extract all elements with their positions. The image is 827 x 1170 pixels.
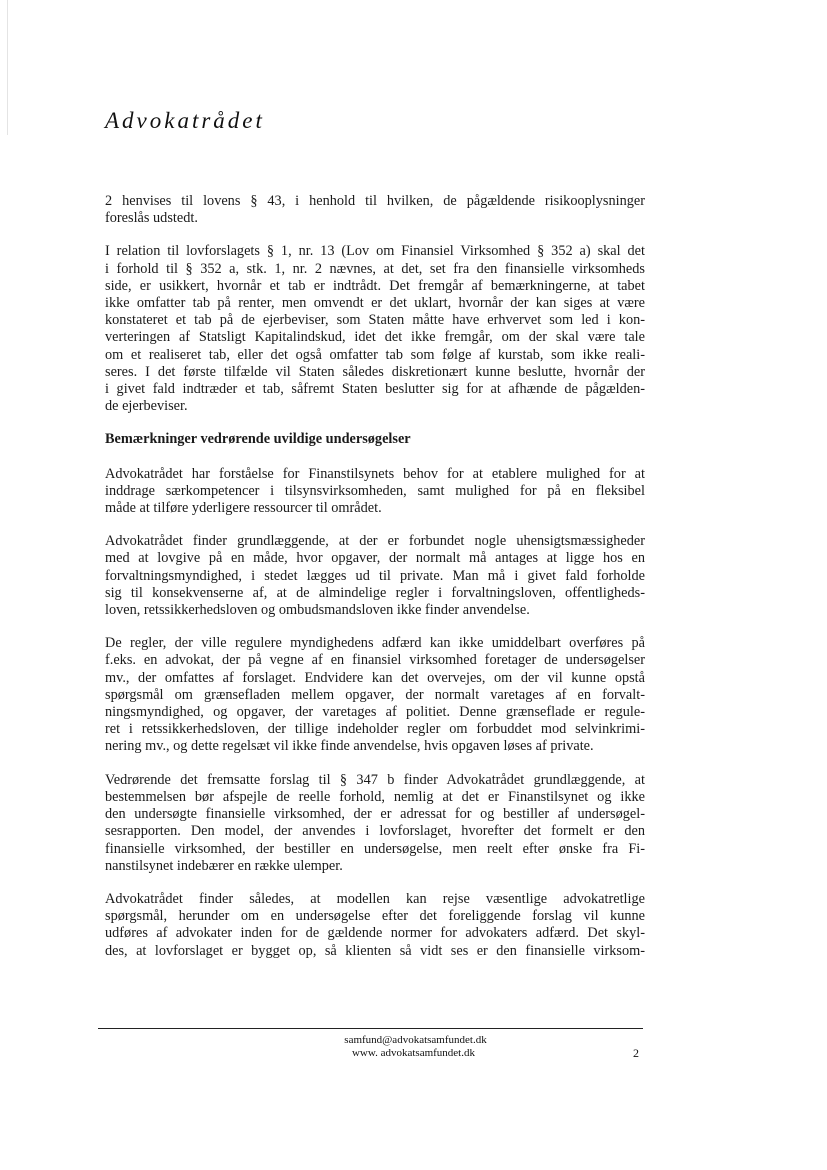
footer-website: www. advokatsamfundet.dk — [351, 1047, 475, 1059]
paragraph-intro — [105, 193, 645, 227]
text-line: de ejerbeviser. — [105, 398, 188, 415]
text-line: inddrage særkompetencer i tilsynsvirksomheden, samt mulighed for på en fleksibel — [105, 482, 645, 499]
text-line: i forhold til § 352 a, stk. 1, nr. 2 nævnes, at det, set fra den finansielle virksomheds — [105, 260, 645, 277]
text-line: ningsmyndighed, og opgaver, der varetages af politiet. Denne grænseflade er regule- — [105, 704, 645, 721]
letterhead: Advokatrådet — [105, 108, 265, 133]
text-line: 2 henvises til lovens § 43, i henhold til hvilken, de pågældende risikooplysninger — [105, 193, 645, 209]
text-line: nering mv., og dette regelsæt vil ikke finde anvendelse, hvis opgaven løses af private. — [105, 738, 594, 755]
text-line: Advokatrådet finder således, at modellen kan rejse væsentlige advokatretlige — [105, 890, 645, 907]
paragraph-understanding — [105, 466, 645, 518]
text-line: nanstilsynet indebærer en række ulemper. — [105, 857, 343, 874]
paragraph-section-352a — [105, 243, 645, 415]
text-line: med at lovgive på en måde, hvor opgaver, der normalt må antages at ligge hos en — [105, 550, 645, 567]
text-line: spørgsmål om grænsefladen mellem opgaver, der normalt varetages af en forvalt- — [105, 686, 645, 703]
text-line: finansielle virksomhed, der bestiller en undersøgelse, men reelt efter ønske fra Fi- — [105, 840, 645, 857]
text-line: Vedrørende det fremsatte forslag til § 347 b finder Advokatrådet grundlæggende, at — [105, 771, 645, 788]
text-line: sig til konsekvenserne af, at de almindelige regler i forvaltningsloven, offentligheds- — [105, 584, 645, 601]
paragraph-concerns — [105, 533, 645, 619]
text-line: foreslås udstedt. — [105, 210, 198, 227]
text-line: spørgsmål, herunder om en undersøgelse efter det foreliggende forslag vil kunne — [105, 908, 645, 925]
text-line: den undersøgte finansielle virksomhed, der er adressat for og bestiller af undersøgel- — [105, 806, 645, 823]
paragraph-rules — [105, 635, 645, 755]
text-line: konstateret et tab på de ejerbeviser, som Staten måtte have erhvervet som led i kon- — [105, 312, 645, 329]
text-line: sesrapporten. Den model, der anvendes i lovforslaget, hvorefter det formelt er den — [105, 823, 645, 840]
paragraph-section-347b — [105, 772, 645, 875]
footer-divider — [98, 1028, 643, 1029]
text-line: loven, retssikkerhedsloven og ombudsmandsloven ikke finder anvendelse. — [105, 602, 530, 619]
text-line: Advokatrådet har forståelse for Finanstilsynets behov for at etablere mulighed for at — [105, 465, 645, 482]
text-line: Advokatrådet finder grundlæggende, at der er forbundet nogle uhensigtsmæssigheder — [105, 533, 645, 550]
text-line: måde at tilføre yderligere ressourcer til området. — [105, 500, 382, 517]
text-line: ikke omfatter tab på renter, men omvendt er det uklart, hvornår der kan siges at være — [105, 295, 645, 312]
text-line: forvaltningsmyndighed, i stedet lægges ud til private. Man må i givet fald forholde — [105, 567, 645, 584]
page-number: 2 — [633, 1046, 639, 1060]
text-line: I relation til lovforslagets § 1, nr. 13 (Lov om Finansiel Virksomhed § 352 a) skal det — [105, 243, 645, 260]
footer-email: samfund@advokatsamfundet.dk — [344, 1034, 487, 1046]
scan-edge-line — [7, 0, 8, 135]
text-line: seres. I det første tilfælde vil Staten således diskretionært kunne beslutte, hvornår der — [105, 363, 645, 380]
section-heading: Bemærkninger vedrørende uvildige undersøgelser — [105, 431, 411, 448]
text-line: side, er usikkert, hvornår et tab er indtrådt. Det fremgår af bemærkningerne, at tabet — [105, 277, 645, 294]
paragraph-model — [105, 891, 645, 960]
text-line: i givet fald indtræder et tab, såfremt Staten beslutter sig for at afhænde de pågælden- — [105, 381, 645, 398]
text-line: verteringen af Statsligt Kapitalindskud, idet det ikke fremgår, om der skal være tale — [105, 329, 645, 346]
text-line: udføres af advokater inden for de gældende normer for advokaters adfærd. Det skyl- — [105, 925, 645, 942]
text-line: De regler, der ville regulere myndighedens adfærd kan ikke umiddelbart overføres på — [105, 635, 645, 652]
text-line: bestemmelsen bør afspejle de reelle forhold, nemlig at det er Finanstilsynet og ikke — [105, 788, 645, 805]
text-line: ret i retssikkerhedsloven, der tillige indeholder regler om forbuddet mod selvinkrimi- — [105, 721, 645, 738]
text-line: des, at lovforslaget er bygget op, så klienten så vidt ses er den finansielle virksom- — [105, 942, 645, 959]
letter-body — [105, 193, 645, 960]
text-line: om et realiseret tab, eller det også omfatter tab som følge af kurstab, som ikke reali- — [105, 346, 645, 363]
text-line: mv., der omfattes af forslaget. Endvidere kan det overvejes, om der vil kunne opstå — [105, 669, 645, 686]
text-line: f.eks. en advokat, der på vegne af en finansiel virksomhed foretager de undersøgelser — [105, 652, 645, 669]
